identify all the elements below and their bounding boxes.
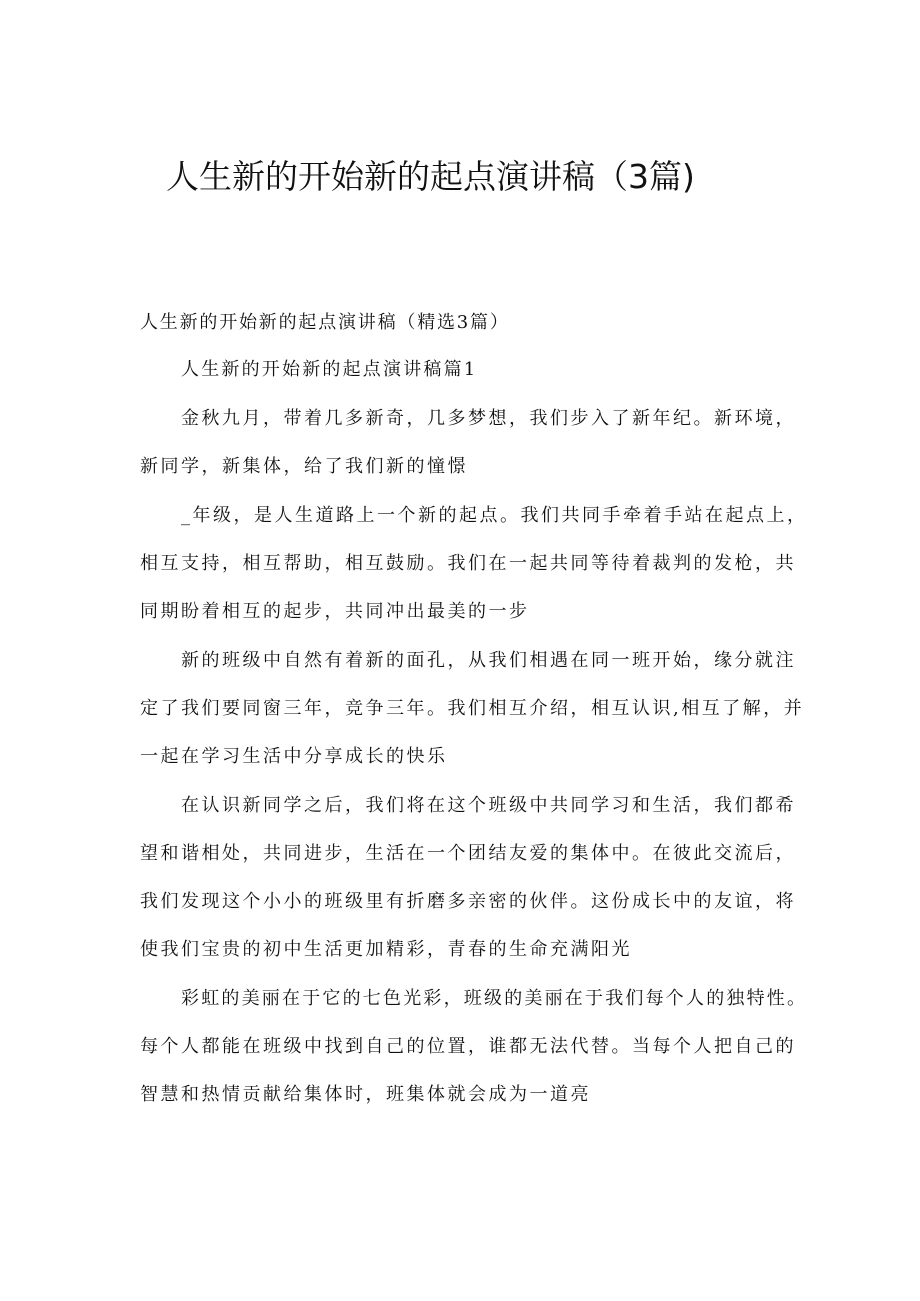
paragraph-line: 在认识新同学之后，我们将在这个班级中共同学习和生活，我们都希: [181, 795, 796, 816]
paragraph-line: 同期盼着相互的起步，共同冲出最美的一步: [140, 601, 530, 622]
document-title: 人生新的开始新的起点演讲稿（3篇): [166, 157, 695, 196]
paragraph-line: _年级，是人生道路上一个新的起点。我们共同手牵着手站在起点上，: [181, 505, 808, 526]
section-heading: 人生新的开始新的起点演讲稿篇1: [181, 359, 478, 380]
paragraph-line: 相互支持，相互帮助，相互鼓励。我们在一起共同等待着裁判的发枪，共: [140, 553, 796, 574]
paragraph-line: 智慧和热情贡献给集体时，班集体就会成为一道亮: [140, 1084, 591, 1105]
document-subtitle: 人生新的开始新的起点演讲稿（精选3篇）: [140, 312, 510, 333]
paragraph-line: 定了我们要同窗三年，竞争三年。我们相互介绍，相互认识,相互了解，并: [140, 698, 805, 719]
paragraph-line: 彩虹的美丽在于它的七色光彩，班级的美丽在于我们每个人的独特性。: [181, 988, 808, 1009]
paragraph-line: 我们发现这个小小的班级里有折磨多亲密的伙伴。这份成长中的友谊，将: [140, 891, 796, 912]
paragraph-line: 望和谐相处，共同进步，生活在一个团结友爱的集体中。在彼此交流后，: [140, 843, 796, 864]
paragraph-line: 每个人都能在班级中找到自己的位置，谁都无法代替。当每个人把自己的: [140, 1036, 796, 1057]
paragraph-line: 新的班级中自然有着新的面孔，从我们相遇在同一班开始，缘分就注: [181, 650, 796, 671]
paragraph-line: 使我们宝贵的初中生活更加精彩，青春的生命充满阳光: [140, 939, 632, 960]
paragraph-line: 金秋九月，带着几多新奇，几多梦想，我们步入了新年纪。新环境，: [181, 408, 796, 429]
paragraph-line: 一起在学习生活中分享成长的快乐: [140, 746, 448, 767]
paragraph-line: 新同学，新集体，给了我们新的憧憬: [140, 456, 468, 477]
